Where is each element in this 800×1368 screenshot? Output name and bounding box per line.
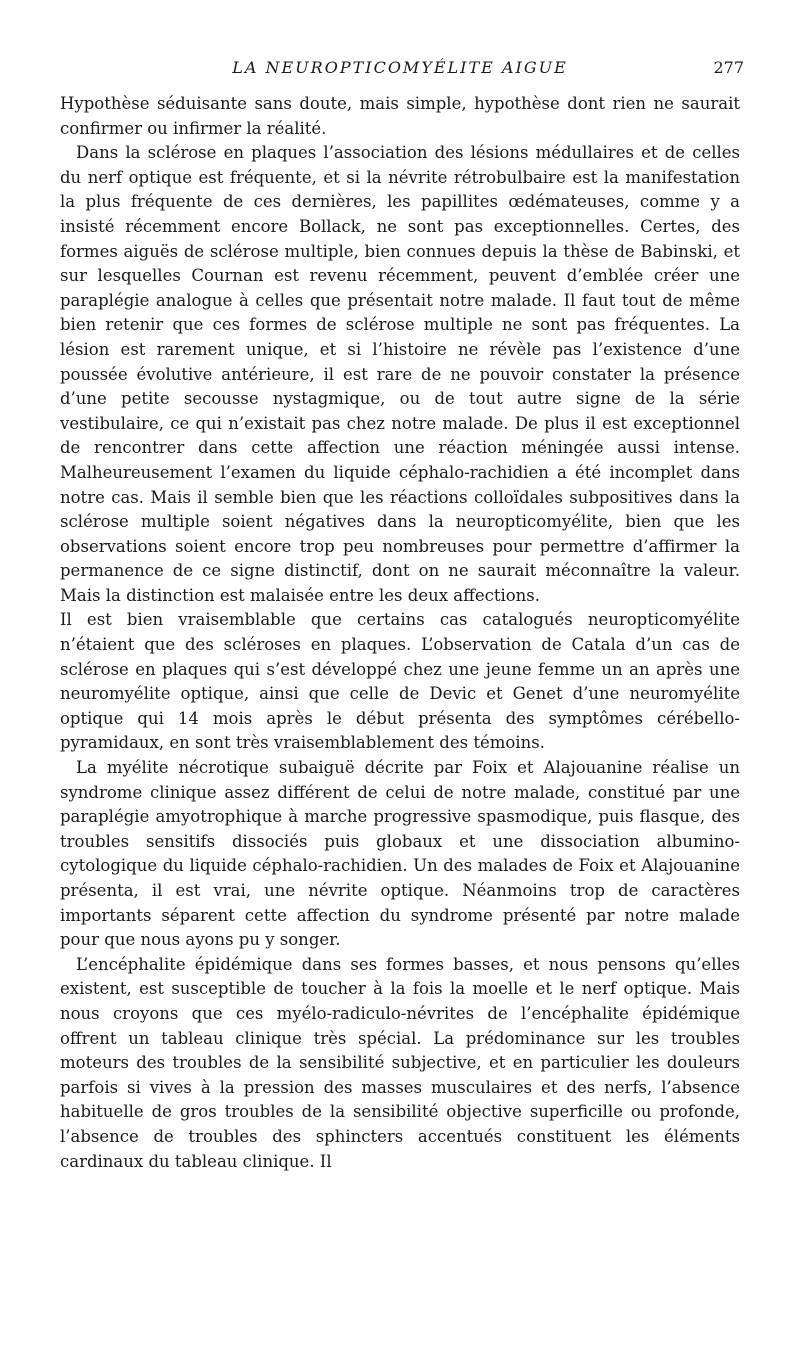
running-head xyxy=(60,58,744,84)
paragraph: Il est bien vraisemblable que certains cas catalogués neuropticomyélite n’étaient que des scléroses en plaques. L’observation de Catala d’un cas de sclérose en plaques qui s’est développé chez une jeune femme un an après une neuromyélite optique, ainsi que celle de Devic et Genet d’une neuromyélite optique qui 14 mois après le début présenta des symptômes cérébello-pyramidaux, en sont très vraisemblablement des témoins. xyxy=(60,610,740,753)
paragraph: L’encéphalite épidémique dans ses formes basses, et nous pensons qu’elles existent, est susceptible de toucher à la fois la moelle et le nerf optique. Mais nous croyons que ces myélo-radiculo-névrites de l’encéphalite épidémique offrent un tableau clinique très spécial. La prédominance sur les troubles moteurs des troubles de la sensibilité subjective, et en particulier les douleurs parfois si vives à la pression des masses musculaires et des nerfs, l’absence habituelle de gros troubles de la sensibilité objective superficille ou profonde, l’absence de troubles des sphincters accentués constituent les éléments cardinaux du tableau clinique. Il xyxy=(60,954,740,1171)
paragraph: Hypothèse séduisante sans doute, mais simple, hypothèse dont rien ne saurait confirmer ou infirmer la réalité. xyxy=(60,94,740,138)
running-title: LA NEUROPTICOMYÉLITE AIGUE xyxy=(232,58,568,77)
page-number: 277 xyxy=(713,58,744,77)
paragraph: La myélite nécrotique subaiguë décrite par Foix et Alajouanine réalise un syndrome clinique assez différent de celui de notre malade, constitué par une paraplégie amyotrophique à marche progressive spasmodique, puis flasque, des troubles sensitifs dissociés puis globaux et une dissociation albumino-cytologique du liquide céphalo-rachidien. Un des malades de Foix et Alajouanine présenta, il est vrai, une névrite optique. Néanmoins trop de caractères importants séparent cette affection du syndrome présenté par notre malade pour que nous ayons pu y songer. xyxy=(60,758,740,950)
body-text xyxy=(60,92,740,1174)
book-page xyxy=(60,58,744,1174)
paragraph: Dans la sclérose en plaques l’association des lésions médullaires et de celles du nerf optique est fréquente, et si la névrite rétrobulbaire est la manifestation la plus fréquente de ces dernières, les papillites œdémateuses, comme y a insisté récemment encore Bollack, ne sont pas exceptionnelles. Certes, des formes aiguës de sclérose multiple, bien connues depuis la thèse de Babinski, et sur lesquelles Cournan est revenu récemment, peuvent d’emblée créer une paraplégie analogue à celles que présentait notre malade. Il faut tout de même bien retenir que ces formes de sclérose multiple ne sont pas fréquentes. La lésion est rarement unique, et si l’histoire ne révèle pas l’existence d’une poussée évolutive antérieure, il est rare de ne pouvoir constater la présence d’une petite secousse nystagmique, ou de tout autre signe de la série vestibulaire, ce qui n’existait pas chez notre malade. De plus il est exceptionnel de rencontrer dans cette affection une réaction méningée aussi intense. Malheureusement l’examen du liquide céphalo-rachidien a été incomplet dans notre cas. Mais il semble bien que les réactions colloïdales subpositives dans la sclérose multiple soient négatives dans la neuropticomyélite, bien que les observations soient encore trop peu nombreuses pour permettre d’affirmer la permanence de ce signe distinctif, dont on ne saurait méconnaître la valeur. Mais la distinction est malaisée entre les deux affections. xyxy=(60,143,740,605)
